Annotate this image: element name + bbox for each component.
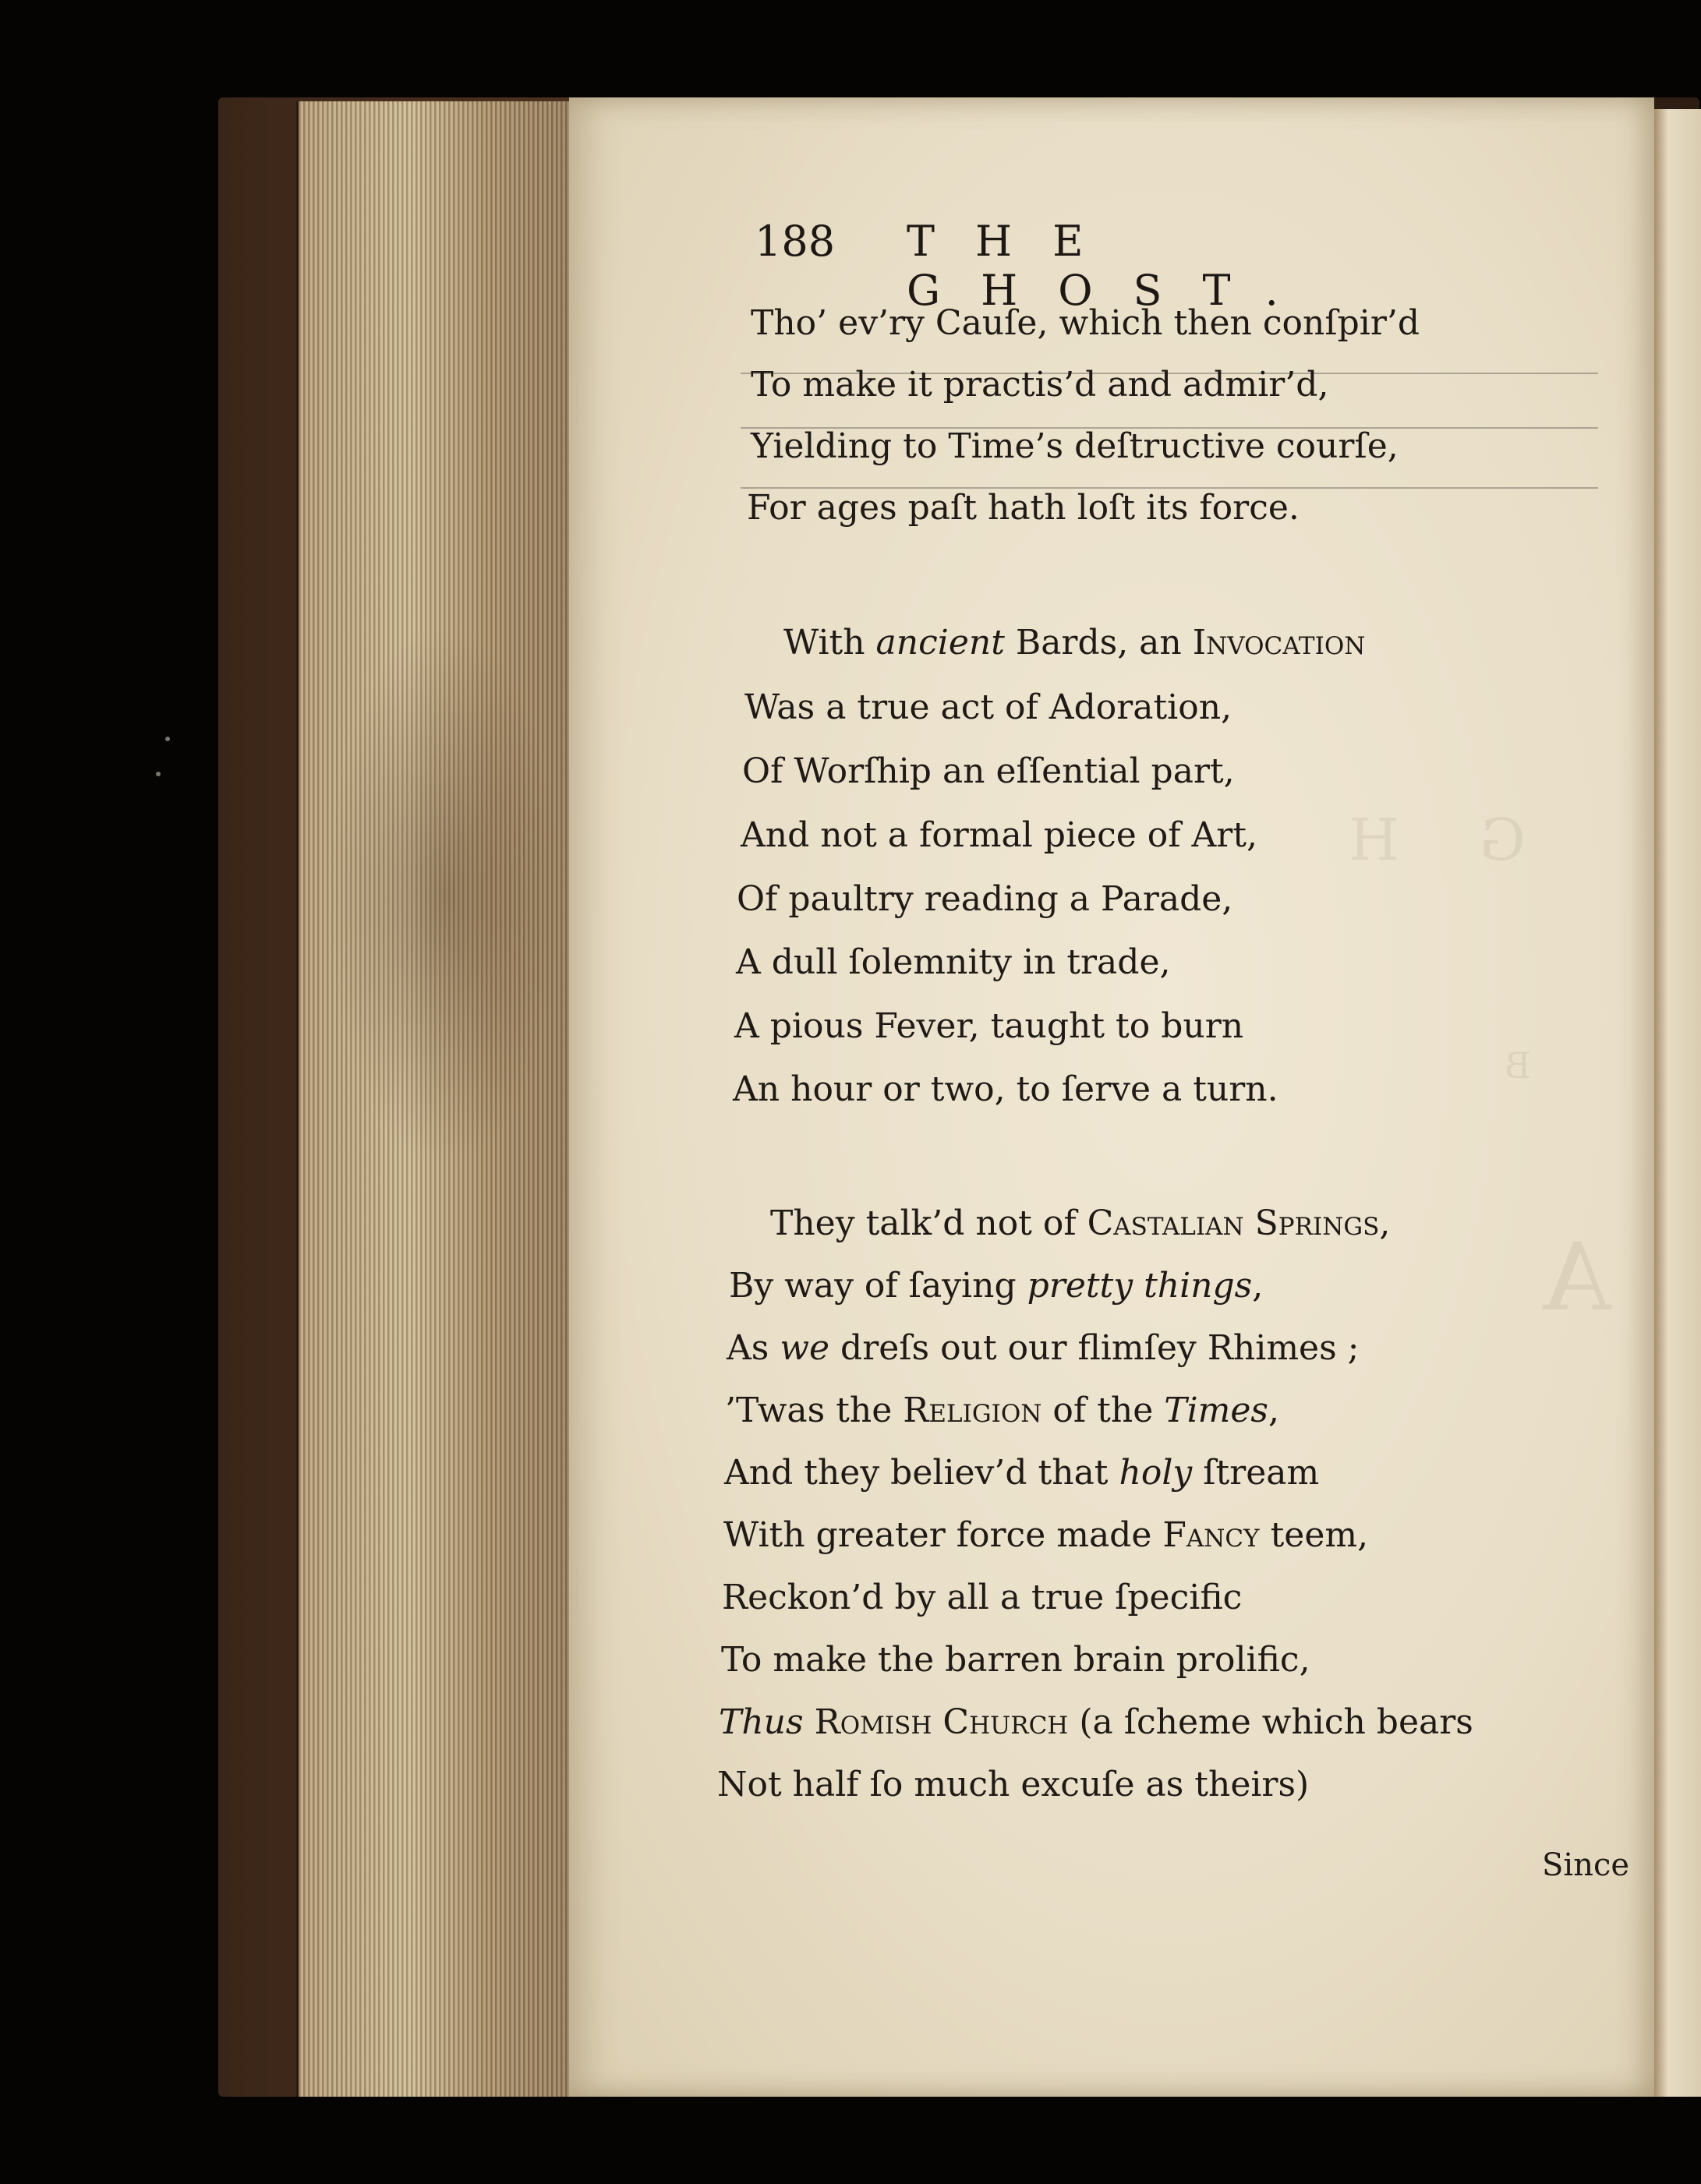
running-title: THE GHOST. — [907, 217, 1319, 315]
poem-line — [719, 1699, 1473, 1746]
running-head — [755, 217, 1503, 315]
poem-line — [751, 362, 1328, 408]
poem-line — [751, 423, 1399, 470]
poem-line — [724, 1450, 1319, 1497]
line-text: And not a formal piece of Art, — [741, 815, 1257, 855]
line-text: With greater force made — [723, 1515, 1163, 1555]
small-caps-text: Invocation — [1192, 623, 1366, 663]
poem-line — [742, 748, 1235, 795]
poem-line — [733, 1066, 1278, 1113]
line-text: A dull ſolemnity in trade, — [736, 942, 1171, 982]
line-text: They talk’d not of — [770, 1203, 1087, 1243]
line-text: Reckon’d by all a true ſpecific — [722, 1578, 1243, 1617]
italic-text: holy — [1119, 1453, 1193, 1493]
line-text: (a ſcheme which bears — [1068, 1702, 1473, 1742]
small-caps-text: Religion — [903, 1391, 1042, 1430]
poem-line — [751, 300, 1420, 347]
poem-line — [783, 620, 1365, 666]
poem-line — [725, 1387, 1279, 1434]
line-text: With — [783, 623, 876, 663]
line-text: dreſs out our flimſey Rhimes ; — [829, 1328, 1360, 1368]
poem-line — [741, 812, 1257, 859]
show-through-text: B — [1481, 1044, 1531, 1087]
line-text: Tho’ ev’ry Cauſe, which then conſpir’d — [751, 303, 1420, 343]
line-text: To make the barren brain prolific, — [721, 1640, 1310, 1680]
line-text: Not half ſo much excuſe as theirs) — [717, 1765, 1310, 1804]
line-text: By way of ſaying — [729, 1266, 1027, 1306]
line-text: Bards, an — [1004, 623, 1193, 663]
page-number: 188 — [755, 217, 836, 266]
line-text: of the — [1041, 1391, 1165, 1430]
poem-line — [722, 1574, 1242, 1621]
italic-text: Thus — [719, 1702, 804, 1742]
poem-line — [727, 1325, 1359, 1372]
poem-line — [770, 1200, 1390, 1247]
line-text: Of Worſhip an eſſential part, — [742, 751, 1235, 791]
small-caps-text: Castalian Springs — [1087, 1203, 1380, 1243]
line-text: Of paultry reading a Parade, — [737, 879, 1233, 919]
line-text: , — [1268, 1391, 1279, 1430]
specks — [165, 737, 170, 741]
line-text: As — [727, 1328, 780, 1368]
line-text: teem, — [1259, 1515, 1369, 1555]
line-text: ſtream — [1192, 1453, 1320, 1493]
italic-text: pretty things — [1027, 1266, 1253, 1306]
poem-line — [737, 876, 1232, 923]
show-through-text: G H — [1317, 807, 1526, 874]
italic-text: we — [780, 1328, 830, 1368]
poem-line — [736, 939, 1170, 986]
line-text: A pious Fever, taught to burn — [734, 1006, 1244, 1046]
italic-text: Times — [1164, 1391, 1268, 1430]
small-caps-text: Romish Church — [814, 1702, 1069, 1742]
poem-line — [717, 1762, 1309, 1808]
next-page-edge — [1654, 109, 1701, 2097]
small-caps-text: Fancy — [1162, 1515, 1260, 1555]
poem-line — [747, 485, 1300, 532]
catchword: Since — [1542, 1847, 1630, 1883]
line-text: , — [1252, 1266, 1264, 1306]
edge-stain — [327, 624, 561, 1169]
line-text: An hour or two, to ſerve a turn. — [733, 1069, 1278, 1109]
specks — [156, 772, 161, 776]
line-text: And they believ’d that — [724, 1453, 1119, 1493]
line-text: Yielding to Time’s deſtructive courſe, — [751, 426, 1399, 466]
poem-line — [744, 684, 1232, 731]
line-text: To make it practis’d and admir’d, — [751, 365, 1329, 405]
line-text: For ages paſt hath loſt its force. — [747, 488, 1300, 528]
poem-line — [734, 1003, 1243, 1050]
poem-line — [729, 1263, 1263, 1309]
line-text: ’Twas the — [725, 1391, 904, 1430]
show-through-text: A — [1512, 1224, 1611, 1332]
line-text: , — [1379, 1203, 1391, 1243]
poem-line — [721, 1637, 1310, 1684]
line-text — [804, 1702, 815, 1742]
poem-line — [723, 1512, 1368, 1559]
italic-text: ancient — [875, 623, 1005, 663]
line-text: Was a true act of Adoration, — [744, 687, 1232, 727]
